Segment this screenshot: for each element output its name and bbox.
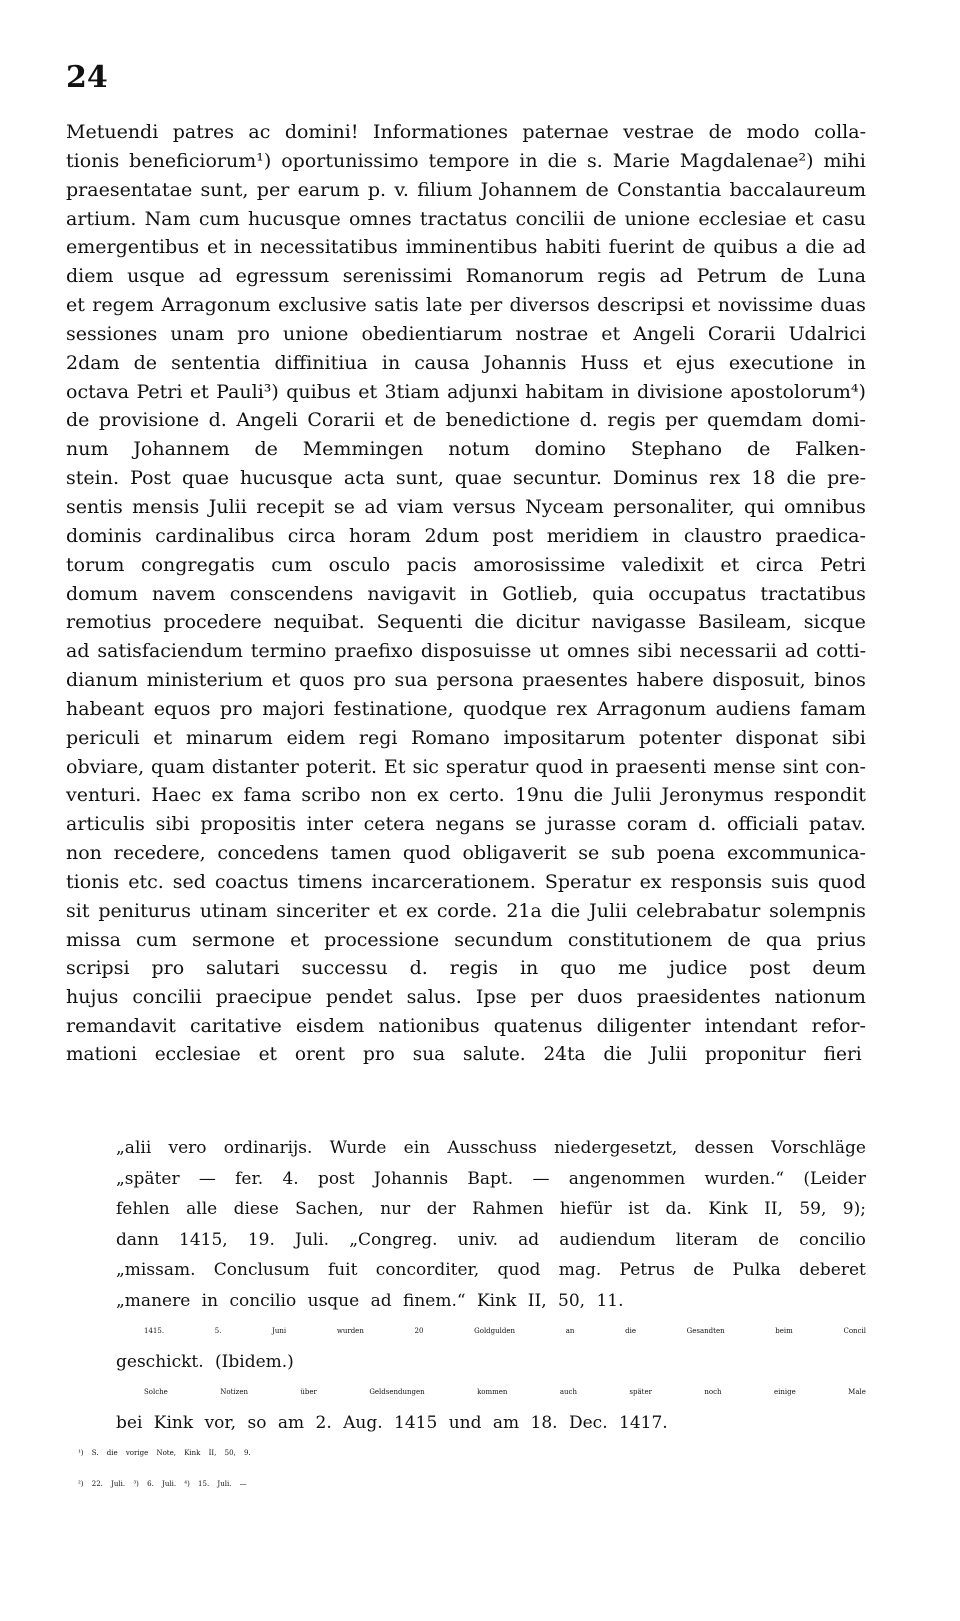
footnote-line: dann 1415, 19. Juli. „Congreg. univ. ad audiendum literam de concilio [116,1229,866,1250]
footnote-paragraph-2 [116,1377,866,1438]
main-text-line: remotius procedere nequibat. Sequenti die dicitur navigasse Basileam, sicque [66,611,866,634]
footnote-line: „später — fer. 4. post Johannis Bapt. — angenommen wurden.“ (Leider [116,1168,866,1189]
main-text-line: num Johannem de Memmingen notum domino Stephano de Falken- [66,438,866,461]
footnote-1: ¹) S. die vorige Note, Kink II, 50, 9. [78,1449,251,1457]
main-text-line: non recedere, concedens tamen quod obligaverit se sub poena excommunica- [66,842,866,865]
main-text-line: tionis beneficiorum¹) oportunissimo tempore in die s. Marie Magdalenae²) mihi [66,149,866,172]
main-text-line: octava Petri et Pauli³) quibus et 3tiam adjunxi habitam in divisione apostolorum⁴) [66,380,866,403]
main-text-line: sessiones unam pro unione obedientiarum nostrae et Angeli Corarii Udalrici [66,322,866,345]
main-text-line: hujus concilii praecipue pendet salus. Ipse per duos praesidentes nationum [66,986,866,1009]
main-text-line: dianum ministerium et quos pro sua persona praesentes habere disposuit, binos [66,669,866,692]
main-text-line: artium. Nam cum hucusque omnes tractatus concilii de unione ecclesiae et casu [66,207,866,230]
main-text-line: sentis mensis Julii recepit se ad viam versus Nyceam personaliter, qui omnibus [66,495,866,518]
main-text-line: articulis sibi propositis inter cetera negans se jurasse coram d. officiali patav. [66,813,866,836]
footnote-line: bei Kink vor, so am 2. Aug. 1415 und am 18. Dec. 1417. [116,1412,668,1433]
footnote-continuation [116,1133,866,1316]
footnote-line: 1415. 5. Juni wurden 20 Goldgulden an die Gesandten beim Concil [144,1327,866,1335]
main-text-line: praesentatae sunt, per earum p. v. filium Johannem de Constantia baccalaureum [66,178,866,201]
footnote-line: „alii vero ordinarijs. Wurde ein Ausschuss niedergesetzt, dessen Vorschläge [116,1138,866,1158]
main-text-line: scripsi pro salutari successu d. regis in quo me judice post deum [66,957,866,980]
footnotes [78,1133,866,1499]
main-text-line: Metuendi patres ac domini! Informationes paternae vestrae de modo colla- [66,121,866,143]
main-text-line: domum navem conscendens navigavit in Gotlieb, quia occupatus tractatibus [66,582,866,605]
main-text [66,118,866,1070]
main-text-line: sit peniturus utinam sinceriter et ex corde. 21a die Julii celebrabatur solempnis [66,899,866,922]
main-text-line: diem usque ad egressum serenissimi Romanorum regis ad Petrum de Luna [66,265,866,288]
main-text-line: habeant equos pro majori festinatione, quodque rex Arragonum audiens famam [66,697,866,720]
main-text-line: 2dam de sententia diffinitiua in causa Johannis Huss et ejus executione in [66,351,866,374]
footnote-line: fehlen alle diese Sachen, nur der Rahmen hiefür ist da. Kink II, 59, 9); [116,1199,866,1219]
main-text-line: ad satisfaciendum termino praefixo disposuisse ut omnes sibi necessarii ad cotti- [66,640,866,663]
main-text-line: remandavit caritative eisdem nationibus quatenus diligenter intendant refor- [66,1015,866,1038]
main-text-line: mationi ecclesiae et orent pro sua salute. 24ta die Julii proponitur fieri [66,1044,862,1065]
main-text-line: missa cum sermone et processione secundum constitutionem de qua prius [66,928,866,951]
footnote-paragraph-1 [116,1316,866,1377]
main-text-line: tionis etc. sed coactus timens incarcerationem. Speratur ex responsis suis quod [66,870,866,893]
page-number: 24 [66,60,108,95]
footnote-line: Solche Notizen über Geldsendungen kommen auch später noch einige Male [144,1388,866,1396]
footnote-line: „manere in concilio usque ad finem.“ Kink II, 50, 11. [116,1290,624,1311]
main-text-line: de provisione d. Angeli Corarii et de benedictione d. regis per quemdam domi- [66,409,866,432]
footnotes-2-3-4: ²) 22. Juli. ³) 6. Juli. ⁴) 15. Juli. — [78,1479,247,1488]
main-text-line: venturi. Haec ex fama scribo non ex certo. 19nu die Julii Jeronymus respondit [66,784,866,807]
main-text-line: dominis cardinalibus circa horam 2dum post meridiem in claustro praedica- [66,524,866,547]
main-text-line: emergentibus et in necessitatibus imminentibus habiti fuerint de quibus a die ad [66,236,866,259]
footnote-line: „missam. Conclusum fuit concorditer, quod mag. Petrus de Pulka deberet [116,1260,866,1280]
main-text-line: torum congregatis cum osculo pacis amorosissime valedixit et circa Petri [66,553,866,576]
main-text-line: periculi et minarum eidem regi Romano impositarum potenter disponat sibi [66,726,866,749]
footnote-line: geschickt. (Ibidem.) [116,1351,294,1372]
main-text-line: obviare, quam distanter poterit. Et sic speratur quod in praesenti mense sint con- [66,755,866,778]
main-text-line: et regem Arragonum exclusive satis late per diversos descripsi et novissime duas [66,294,866,317]
main-text-line: stein. Post quae hucusque acta sunt, quae secuntur. Dominus rex 18 die pre- [66,467,866,490]
